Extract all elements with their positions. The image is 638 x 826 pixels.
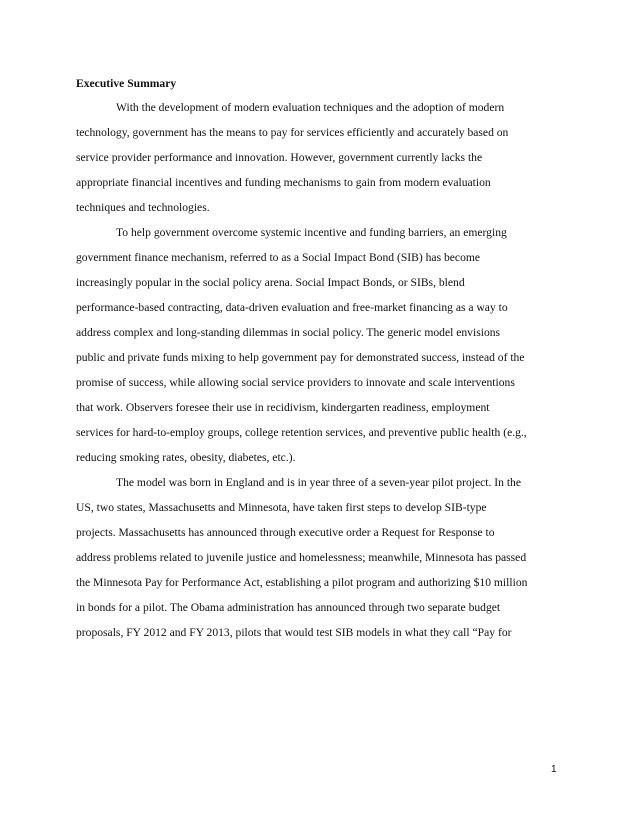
text-line: increasingly popular in the social policy arena. Social Impact Bonds, or SIBs, blend — [76, 276, 465, 289]
text-line: projects. Massachusetts has announced through executive order a Request for Response to — [76, 526, 495, 539]
text-line: The model was born in England and is in year three of a seven-year pilot project. In the — [116, 476, 522, 489]
text-line: proposals, FY 2012 and FY 2013, pilots that would test SIB models in what they call “Pay for — [76, 626, 512, 639]
text-line: performance-based contracting, data-driven evaluation and free-market financing as a way to — [76, 301, 508, 314]
text-line: With the development of modern evaluation techniques and the adoption of modern — [116, 101, 505, 114]
text-line: services for hard-to-employ groups, college retention services, and preventive public health (e.g., — [76, 426, 527, 439]
text-line: the Minnesota Pay for Performance Act, establishing a pilot program and authorizing $10 million — [76, 576, 528, 589]
page-number: 1 — [551, 764, 557, 775]
text-line: To help government overcome systemic incentive and funding barriers, an emerging — [116, 226, 507, 239]
text-line: reducing smoking rates, obesity, diabetes, etc.). — [76, 451, 296, 464]
text-line: that work. Observers foresee their use in recidivism, kindergarten readiness, employment — [76, 401, 490, 414]
text-line: promise of success, while allowing social service providers to innovate and scale interventions — [76, 376, 515, 389]
text-line: service provider performance and innovation. However, government currently lacks the — [76, 151, 483, 164]
text-line: techniques and technologies. — [76, 201, 210, 214]
text-line: in bonds for a pilot. The Obama administration has announced through two separate budget — [76, 601, 501, 614]
text-line: address problems related to juvenile justice and homelessness; meanwhile, Minnesota has passed — [76, 551, 527, 564]
section-heading: Executive Summary — [76, 77, 177, 90]
text-line: government finance mechanism, referred to as a Social Impact Bond (SIB) has become — [76, 251, 481, 264]
text-line: US, two states, Massachusetts and Minnesota, have taken first steps to develop SIB-type — [76, 501, 487, 514]
text-line: technology, government has the means to pay for services efficiently and accurately based on — [76, 126, 509, 139]
text-line: address complex and long-standing dilemmas in social policy. The generic model envisions — [76, 326, 501, 339]
text-line: public and private funds mixing to help government pay for demonstrated success, instead of the — [76, 351, 525, 364]
text-line: appropriate financial incentives and funding mechanisms to gain from modern evaluation — [76, 176, 491, 189]
